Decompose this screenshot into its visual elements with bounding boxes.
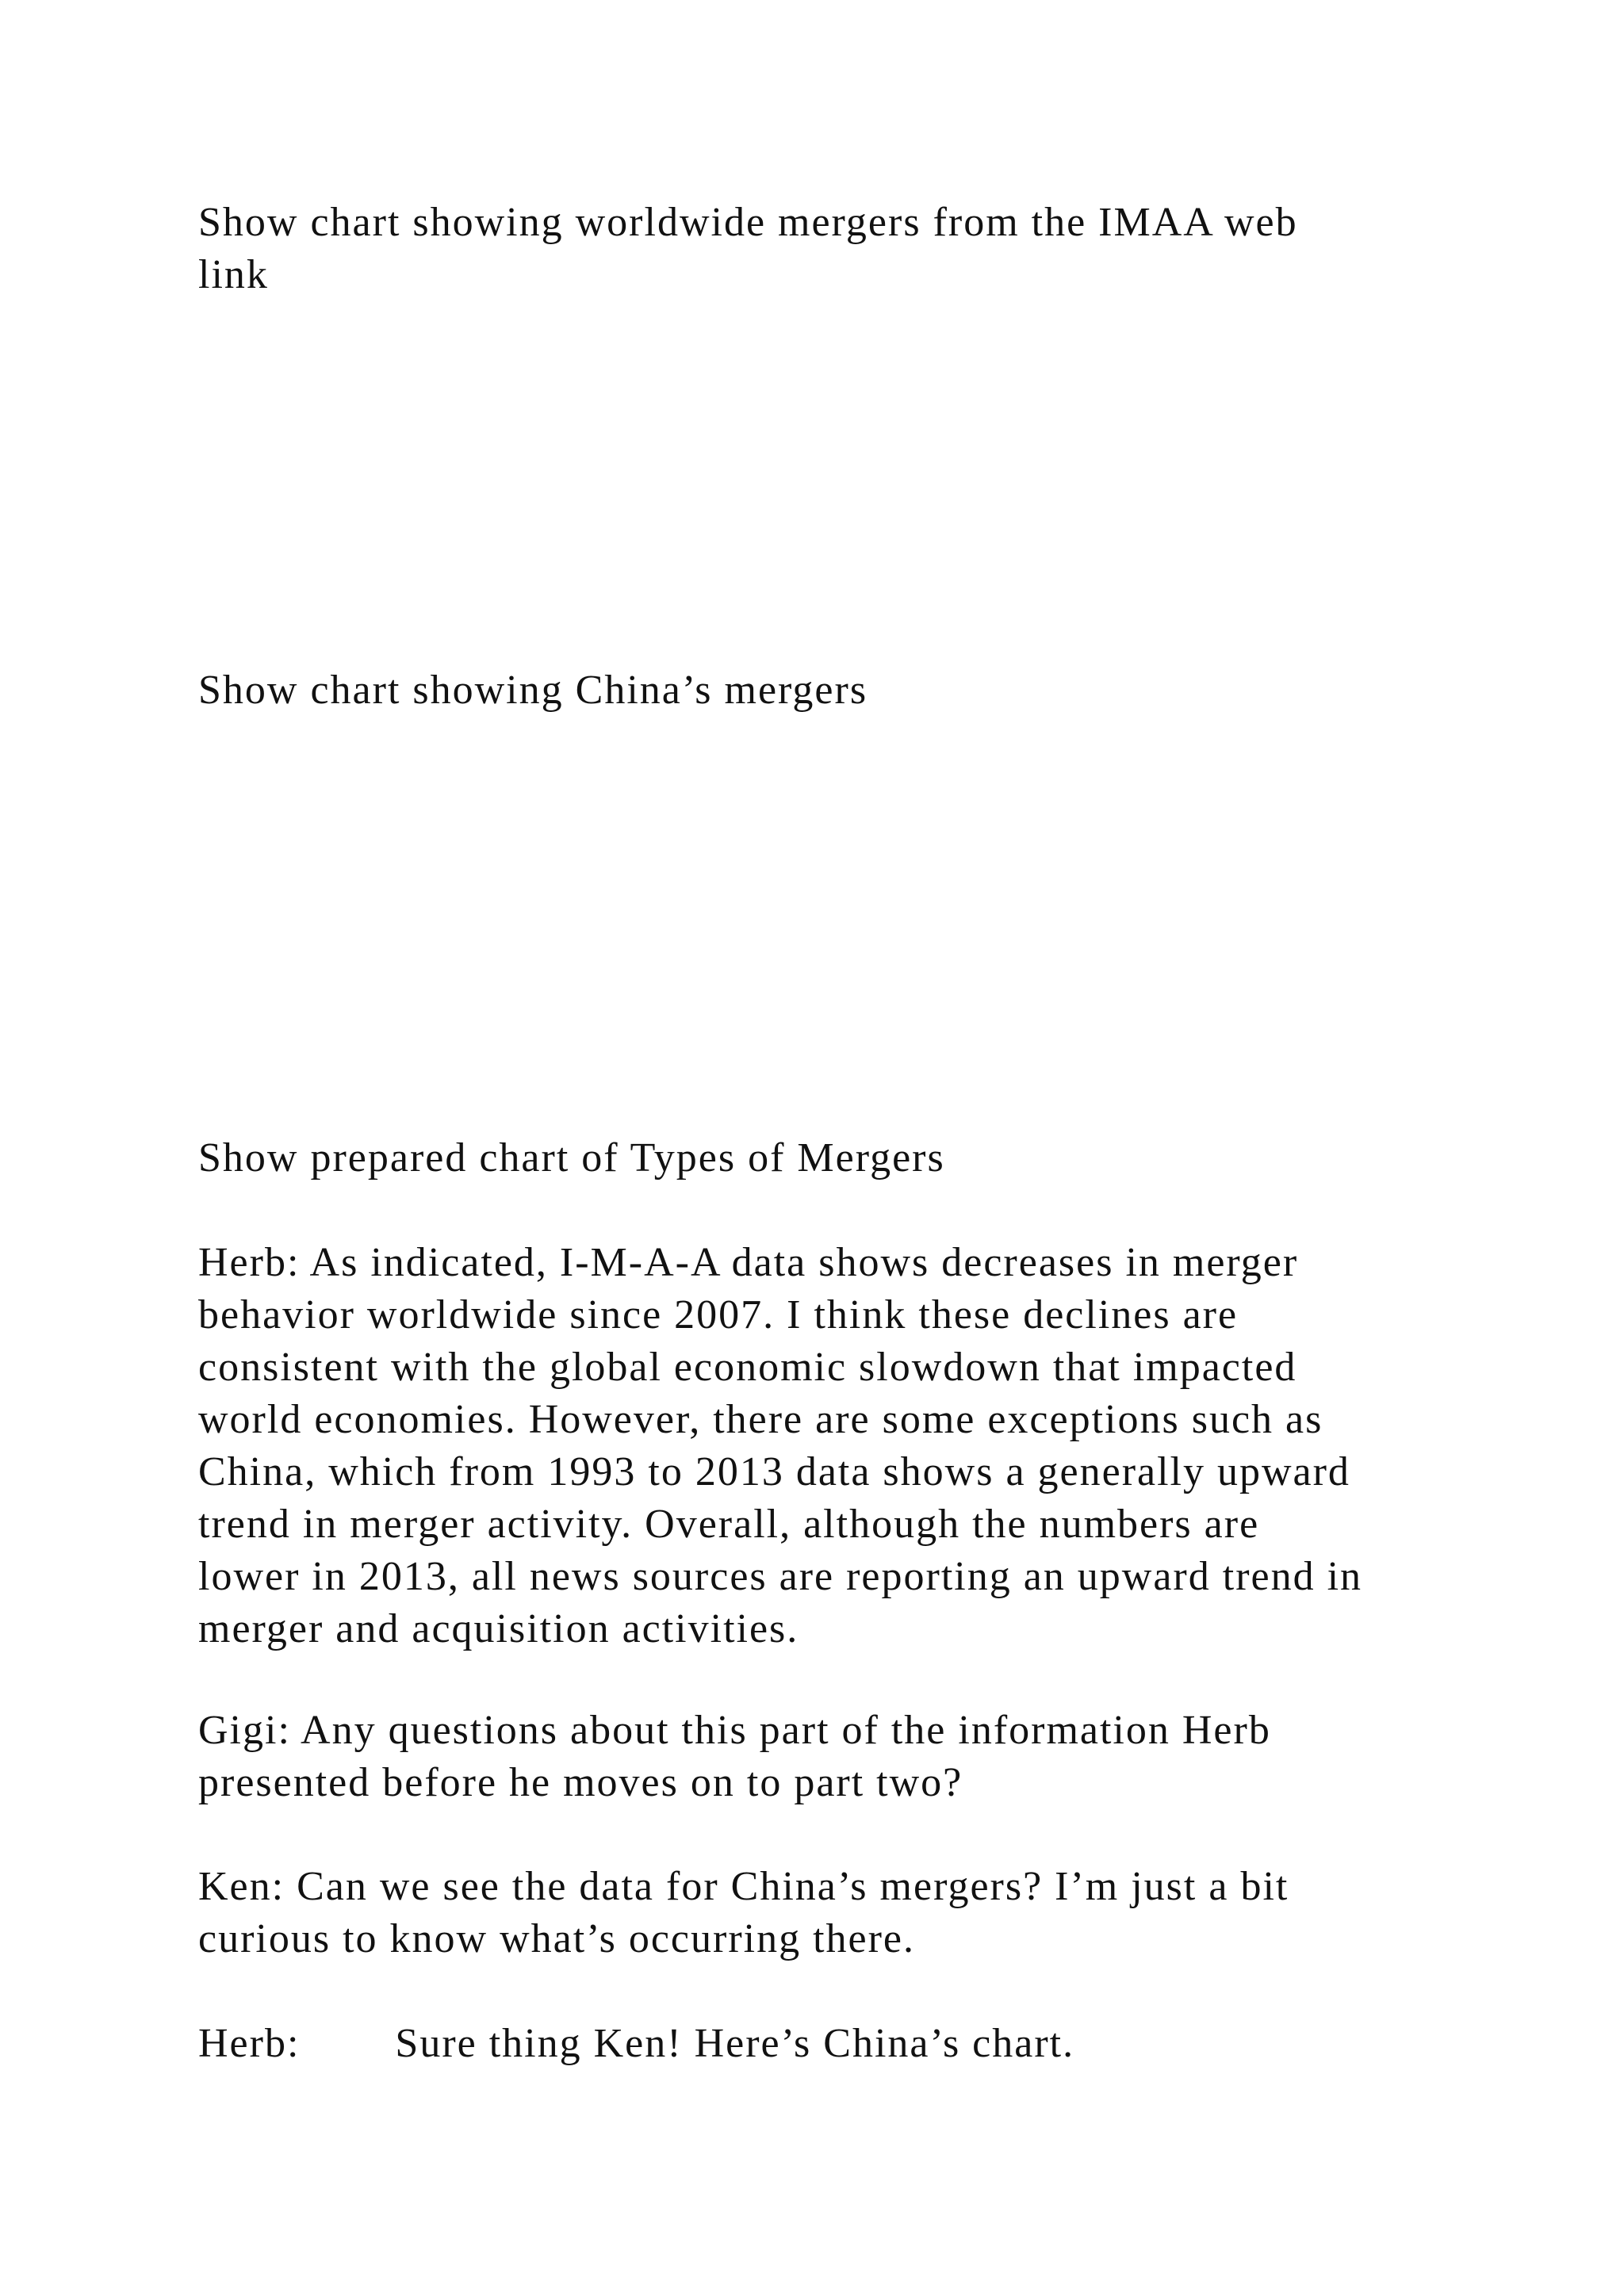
herb-paragraph xyxy=(198,1237,1467,1655)
gigi-paragraph xyxy=(198,1705,1467,1809)
text-line: behavior worldwide since 2007. I think these declines are xyxy=(198,1292,1239,1337)
text-line: lower in 2013, all news sources are reporting an upward trend in xyxy=(198,1554,1363,1599)
text-line: curious to know what’s occurring there. xyxy=(198,1916,916,1961)
herb-reply xyxy=(198,2018,1467,2070)
text-line: trend in merger activity. Overall, although the numbers are xyxy=(198,1502,1260,1547)
text-line: Ken: Can we see the data for China’s mergers? I’m just a bit xyxy=(198,1864,1289,1909)
text-line: presented before he moves on to part two? xyxy=(198,1760,963,1805)
text-line: link xyxy=(198,252,269,297)
text-line: China, which from 1993 to 2013 data shows a generally upward xyxy=(198,1449,1350,1494)
ken-paragraph xyxy=(198,1861,1467,1965)
cue-china-mergers xyxy=(198,664,1467,717)
text-line: consistent with the global economic slowdown that impacted xyxy=(198,1345,1297,1390)
speaker-label: Herb: xyxy=(198,2021,301,2066)
cue-worldwide-mergers xyxy=(198,197,1467,301)
text-line: Show chart showing China’s mergers xyxy=(198,668,868,713)
text-line: Show prepared chart of Types of Mergers xyxy=(198,1135,945,1181)
text-line: Gigi: Any questions about this part of the information Herb xyxy=(198,1708,1271,1753)
text-line: Herb: As indicated, I-M-A-A data shows decreases in merger xyxy=(198,1240,1299,1285)
cue-types-of-mergers xyxy=(198,1132,1467,1184)
text-line: world economies. However, there are some exceptions such as xyxy=(198,1397,1323,1442)
reply-text: Sure thing Ken! Here’s China’s chart. xyxy=(395,2021,1075,2066)
text-line: merger and acquisition activities. xyxy=(198,1606,799,1651)
text-line xyxy=(198,2018,1467,2070)
text-line: Show chart showing worldwide mergers from the IMAA web xyxy=(198,200,1298,245)
